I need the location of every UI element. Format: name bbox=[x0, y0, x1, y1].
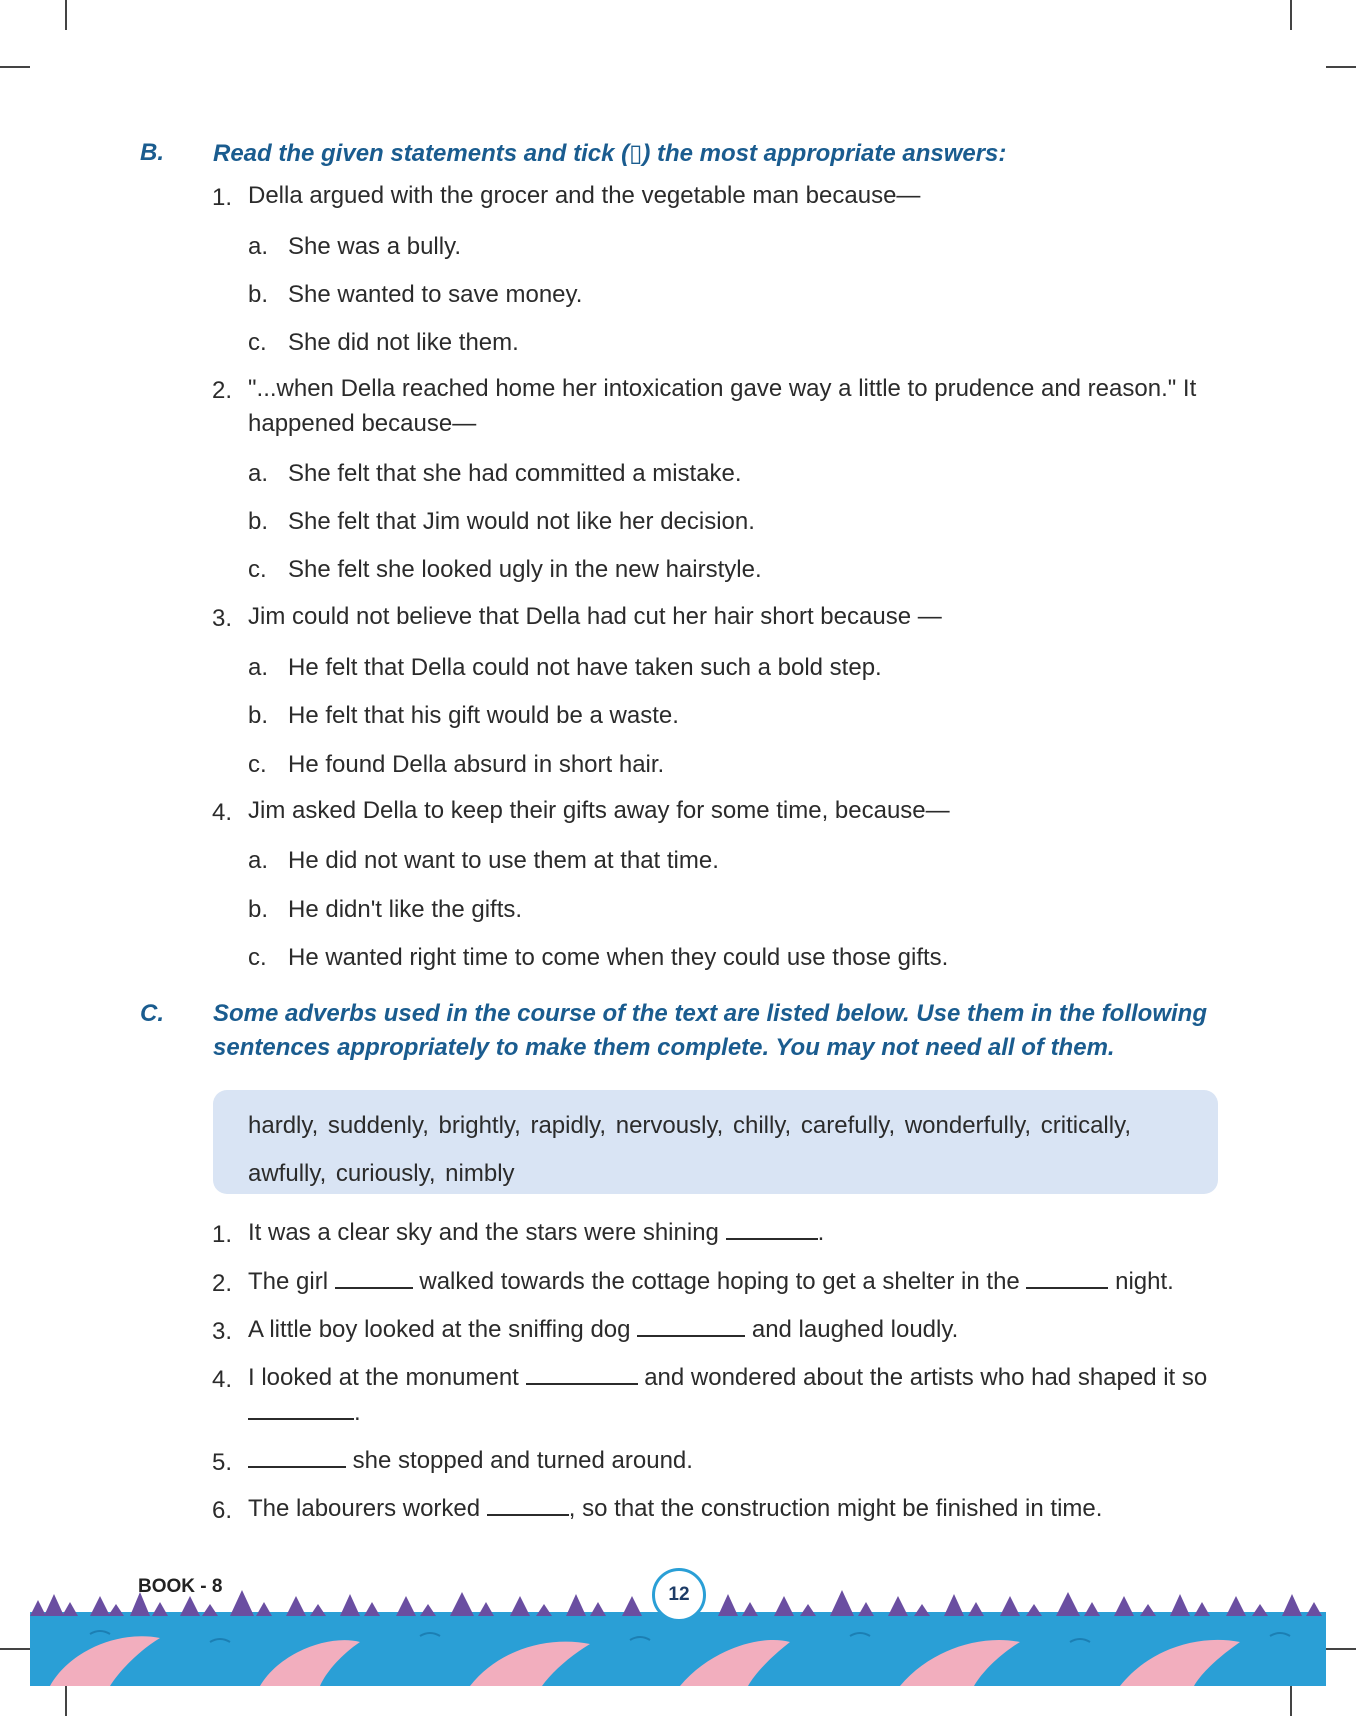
fill-sentence bbox=[248, 1215, 1223, 1250]
sentence-text: , so that the construction might be finished in time. bbox=[568, 1495, 1103, 1522]
option-label: b. bbox=[248, 702, 269, 729]
sentence-text: so bbox=[1181, 1364, 1208, 1391]
option-label: b. bbox=[248, 508, 269, 535]
option-label: a. bbox=[248, 460, 269, 487]
option-text[interactable]: She felt she looked ugly in the new hairstyle. bbox=[288, 556, 762, 583]
sentence-number: 3. bbox=[212, 1318, 233, 1345]
sentence-text: and laughed loudly. bbox=[751, 1316, 959, 1343]
answer-blank[interactable] bbox=[526, 1361, 638, 1385]
sentence-text: and wondered about the artists who had shaped it bbox=[644, 1364, 1176, 1391]
option-label: c. bbox=[248, 944, 267, 971]
option-text[interactable]: She felt that Jim would not like her decision. bbox=[288, 508, 755, 535]
crop-mark bbox=[1326, 1648, 1356, 1650]
sentence-text: she stopped and turned around. bbox=[352, 1447, 693, 1474]
crop-mark bbox=[65, 0, 67, 30]
question-number: 1. bbox=[212, 184, 233, 211]
option-label: c. bbox=[248, 556, 267, 583]
option-text[interactable]: He felt that Della could not have taken such a bold step. bbox=[288, 654, 882, 681]
option-text[interactable]: She did not like them. bbox=[288, 329, 519, 356]
answer-blank[interactable] bbox=[726, 1216, 818, 1240]
sentence-text: I looked at the monument bbox=[248, 1364, 519, 1391]
sentence-number: 4. bbox=[212, 1366, 233, 1393]
question-number: 4. bbox=[212, 799, 233, 826]
crop-mark bbox=[1290, 1686, 1292, 1716]
crop-mark bbox=[65, 1686, 67, 1716]
question-text: Jim asked Della to keep their gifts away for some time, because— bbox=[248, 797, 950, 824]
question-text: Jim could not believe that Della had cut her hair short because — bbox=[248, 603, 942, 630]
option-label: c. bbox=[248, 329, 267, 356]
option-text[interactable]: He found Della absurd in short hair. bbox=[288, 751, 665, 778]
question-text: Della argued with the grocer and the vegetable man because— bbox=[248, 182, 921, 209]
question-number: 2. bbox=[212, 377, 233, 404]
section-c-letter: C. bbox=[140, 1000, 164, 1027]
option-label: a. bbox=[248, 233, 269, 260]
sentence-text: The labourers worked bbox=[248, 1495, 481, 1522]
option-text[interactable]: She was a bully. bbox=[288, 233, 461, 260]
option-text[interactable]: She felt that she had committed a mistake. bbox=[288, 460, 742, 487]
answer-blank[interactable] bbox=[637, 1313, 745, 1337]
page-number: 12 bbox=[652, 1568, 706, 1622]
option-text[interactable]: He did not want to use them at that time. bbox=[288, 847, 719, 874]
answer-blank[interactable] bbox=[248, 1444, 346, 1468]
answer-blank[interactable] bbox=[335, 1265, 413, 1289]
option-label: b. bbox=[248, 896, 269, 923]
sentence-text: A little boy looked at the sniffing dog bbox=[248, 1316, 631, 1343]
book-label: BOOK - 8 bbox=[138, 1576, 223, 1597]
word-box bbox=[213, 1090, 1218, 1194]
option-text[interactable]: He wanted right time to come when they could use those gifts. bbox=[288, 944, 949, 971]
option-text[interactable]: He didn't like the gifts. bbox=[288, 896, 523, 923]
crop-mark bbox=[0, 1648, 30, 1650]
option-text[interactable]: He felt that his gift would be a waste. bbox=[288, 702, 679, 729]
fill-sentence bbox=[248, 1360, 1223, 1430]
sentence-text: walked towards the cottage hoping to get a shelter in the bbox=[419, 1268, 1020, 1295]
question-number: 3. bbox=[212, 605, 233, 632]
section-b-letter: B. bbox=[140, 139, 164, 166]
sentence-text: The girl bbox=[248, 1268, 329, 1295]
fill-sentence bbox=[248, 1264, 1223, 1299]
sentence-number: 6. bbox=[212, 1497, 233, 1524]
sentence-text: . bbox=[817, 1219, 825, 1246]
section-b-title: Read the given statements and tick (▯) the most appropriate answers: bbox=[213, 140, 1007, 167]
answer-blank[interactable] bbox=[487, 1492, 569, 1516]
sentence-text: . bbox=[354, 1399, 361, 1426]
fill-sentence bbox=[248, 1312, 1223, 1347]
option-label: b. bbox=[248, 281, 269, 308]
option-text[interactable]: She wanted to save money. bbox=[288, 281, 583, 308]
answer-blank[interactable] bbox=[1026, 1265, 1108, 1289]
sentence-text: It was a clear sky and the stars were shining bbox=[248, 1219, 719, 1246]
crop-mark bbox=[1326, 66, 1356, 68]
sentence-number: 2. bbox=[212, 1270, 233, 1297]
question-text: "...when Della reached home her intoxication gave way a little to prudence and reason." It happened because— bbox=[248, 375, 1197, 437]
sentence-number: 5. bbox=[212, 1449, 233, 1476]
crop-mark bbox=[1290, 0, 1292, 30]
crop-mark bbox=[0, 66, 30, 68]
option-label: a. bbox=[248, 654, 269, 681]
word-list: hardly, suddenly, brightly, rapidly, nervously, chilly, carefully, wonderfully, critically, awfully, curiously, nimbly bbox=[248, 1112, 1131, 1187]
option-label: c. bbox=[248, 751, 267, 778]
option-label: a. bbox=[248, 847, 269, 874]
section-c-title: Some adverbs used in the course of the text are listed below. Use them in the following sentences appropriately to make them complete. You may not need all of them. bbox=[213, 1000, 1207, 1061]
fill-sentence bbox=[248, 1443, 1223, 1478]
sentence-number: 1. bbox=[212, 1221, 233, 1248]
answer-blank[interactable] bbox=[248, 1396, 354, 1420]
fill-sentence bbox=[248, 1491, 1223, 1526]
sentence-text: night. bbox=[1115, 1268, 1174, 1295]
